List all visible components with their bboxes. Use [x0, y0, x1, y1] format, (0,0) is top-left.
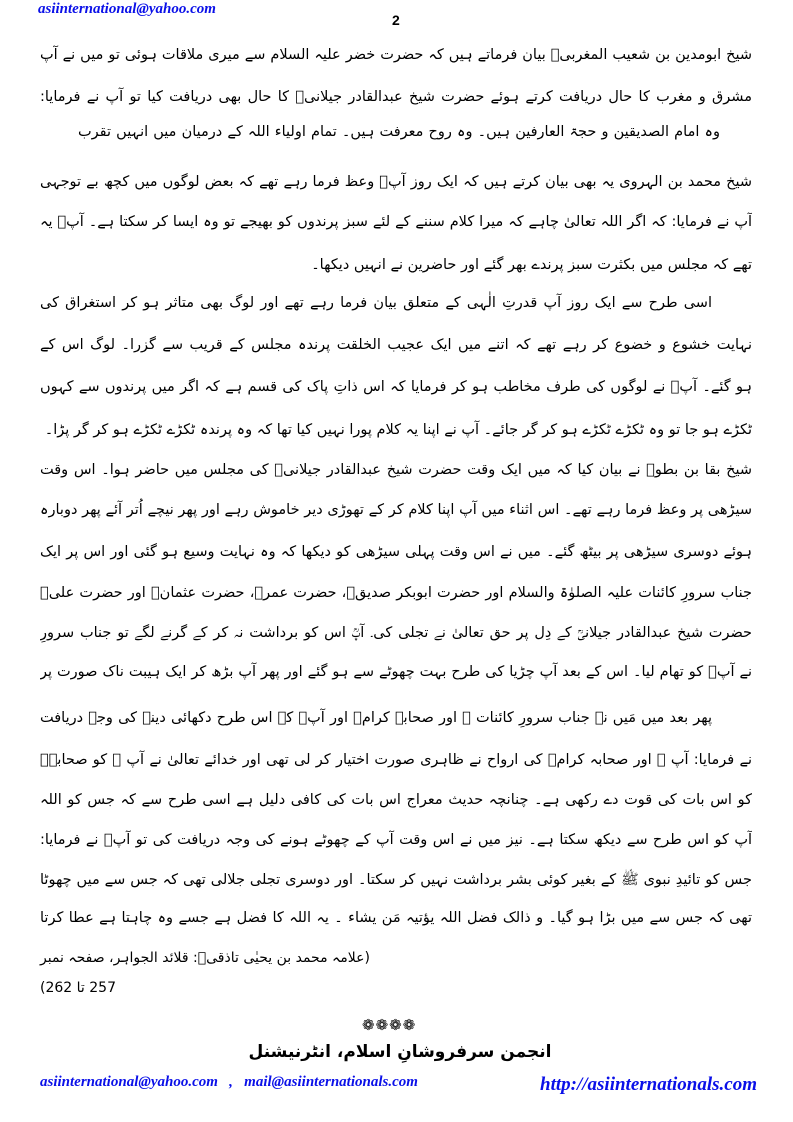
footer-website-link[interactable]: http://asiinternationals.com	[540, 1074, 757, 1095]
paragraph-3-line-4: ٹکڑے ہو جا تو وہ ٹکڑے ٹکڑے ہو کر گر جائے۔ آپ نے اپنا یہ کلام پورا نہیں کیا تھا کہ وہ پرندہ ٹکڑے ٹکڑے ہو کر گر پڑا۔	[44, 422, 752, 438]
paragraph-3-line-2: نہایت خشوع و خضوع کر رہے تھے کہ اتنے میں ایک عجیب الخلقت پرندہ مجلس کے قریب سے گزرا۔ لوگ اس کے	[40, 337, 752, 353]
paragraph-1-quote: وہ امام الصدیقین و حجۃ العارفین ہیں۔ وہ روح معرفت ہیں۔ تمام اولیاء اللہ کے درمیان میں انہیں تقرب	[78, 124, 720, 140]
paragraph-4-line-2: سیڑھی پر وعظ فرما رہے تھے۔ اس اثناء میں آپ اپنا کلام کر کے تھوڑی دیر خاموش رہے اور پھر نیچے اُتر آئے پھر دوبارہ	[40, 502, 752, 518]
paragraph-1-line-1: شیخ ابومدین بن شعیب المغربیؒ بیان فرماتے ہیں کہ حضرت خضر علیہ السلام سے میری ملاقات ہوئی تو میں نے آپ	[40, 47, 752, 63]
paragraph-4-line-5: حضرت شیخ عبدالقادر جیلانیؒ کے دِل پر حق تعالیٰ نے تجلی کی۔ آپؒ اس کو برداشت نہ کر کے گرنے لگے تو جناب سرورِ	[40, 625, 752, 641]
paragraph-5-line-3: کو اس بات کی قوت دے رکھی ہے۔ چنانچہ حدیث معراج اس بات کی کافی دلیل ہے اسی طرح سے کہ جس کو اللہ	[40, 792, 752, 808]
paragraph-5-line-6: تھی کہ جس سے میں بڑا ہو گیا۔ و ذالک فضل اللہ یؤتیہ مَن یشاء ۔ یہ اللہ کا فضل ہے جسے وہ چاہتا ہے عطا کرتا	[40, 910, 752, 926]
paragraph-4-line-1: شیخ بقا بن بطوؒ نے بیان کیا کہ میں ایک وقت حضرت شیخ عبدالقادر جیلانیؒ کی مجلس میں حاضر ہوا۔ اس وقت	[40, 462, 752, 478]
paragraph-4-line-3: ہوئے دوسری سیڑھی پر بیٹھ گئے۔ میں نے اس وقت پہلی سیڑھی کو دیکھا کہ وہ نہایت وسیع ہو گئی اور اس پر ایک	[40, 544, 752, 560]
paragraph-5-line-1: پھر بعد میں مَیں نے جناب سرورِ کائنات ﷺ اور صحابہ کرامؓ اور آپؒ کے اس طرح دکھائی دینے کی وجہ دریافت	[40, 710, 712, 726]
paragraph-5-line-5: جس کو تائیدِ نبوی ﷺ کے بغیر کوئی بشر برداشت نہیں کر سکتا۔ اور دوسری تجلی جلالی تھی کہ جس سے میں چھوٹا	[40, 872, 752, 888]
citation: (علامہ محمد بن یحیٰی تاذقیؒ: قلائد الجواہر، صفحہ نمبر 257 تا 262)	[40, 950, 370, 996]
header-email-link[interactable]: asiinternational@yahoo.com	[38, 1, 216, 17]
page-number: 2	[392, 12, 400, 28]
paragraph-4-line-4: جناب سرورِ کائنات علیہ الصلوٰۃ والسلام اور حضرت ابوبکر صدیقؓ، حضرت عمرؓ، حضرت عثمانؓ اور حضرت علیؓ	[40, 585, 752, 601]
paragraph-2-line-1: شیخ محمد بن الہروی یہ بھی بیان کرتے ہیں کہ ایک روز آپؒ وعظ فرما رہے تھے کہ بعض لوگوں میں کچھ بے توجہی	[40, 174, 752, 190]
paragraph-4-line-6: نے آپؒ کو تھام لیا۔ اس کے بعد آپ چڑیا کی طرح بہت چھوٹے سے ہو گئے اور پھر آپ بڑھ کر ایک ہیبت ناک صورت پر	[40, 664, 752, 680]
separator-ornament: ❁❁❁❁	[362, 1016, 417, 1034]
paragraph-5-line-4: آپ کو اس طرح سے دیکھ سکتا ہے۔ نیز میں نے اس وقت آپ کے چھوٹے ہونے کی وجہ دریافت کی تو آپؒ نے فرمایا:	[40, 832, 752, 848]
paragraph-1-line-2: مشرق و مغرب کا حال دریافت کرتے ہوئے حضرت شیخ عبدالقادر جیلانیؒ کا حال بھی دریافت کیا تو آپ نے فرمایا:	[40, 89, 752, 105]
footer-emails-link[interactable]: asiinternational@yahoo.com , mail@asiinternationals.com	[40, 1074, 418, 1090]
paragraph-3-line-1: اسی طرح سے ایک روز آپ قدرتِ الٰہی کے متعلق بیان فرما رہے تھے اور لوگ بھی متاثر ہو کر استغراق کی	[40, 295, 712, 311]
paragraph-3-line-3: ہو گئے۔ آپؒ نے لوگوں کی طرف مخاطب ہو کر فرمایا کہ اس ذاتِ پاک کی قسم ہے کہ اگر میں پرندوں سے کہوں	[40, 379, 752, 395]
paragraph-2-line-3: تھے کہ مجلس میں بکثرت سبز پرندے بھر گئے اور حاضرین نے انہیں دیکھا۔	[311, 257, 752, 273]
organization-name: انجمن سرفروشانِ اسلام، انٹرنیشنل	[248, 1042, 552, 1062]
paragraph-5-line-2: نے فرمایا: آپ ﷺ اور صحابہ کرامؓ کی ارواح نے ظاہری صورت اختیار کر لی تھی اور خدائے تعالیٰ نے آپ ﷺ کو صحابہؓ	[40, 752, 752, 768]
paragraph-2-line-2: آپ نے فرمایا: کہ اگر اللہ تعالیٰ چاہے کہ میرا کلام سننے کے لئے سبز پرندوں کو بھیجے تو وہ ایسا کر سکتا ہے۔ آپؒ یہ	[40, 214, 752, 230]
